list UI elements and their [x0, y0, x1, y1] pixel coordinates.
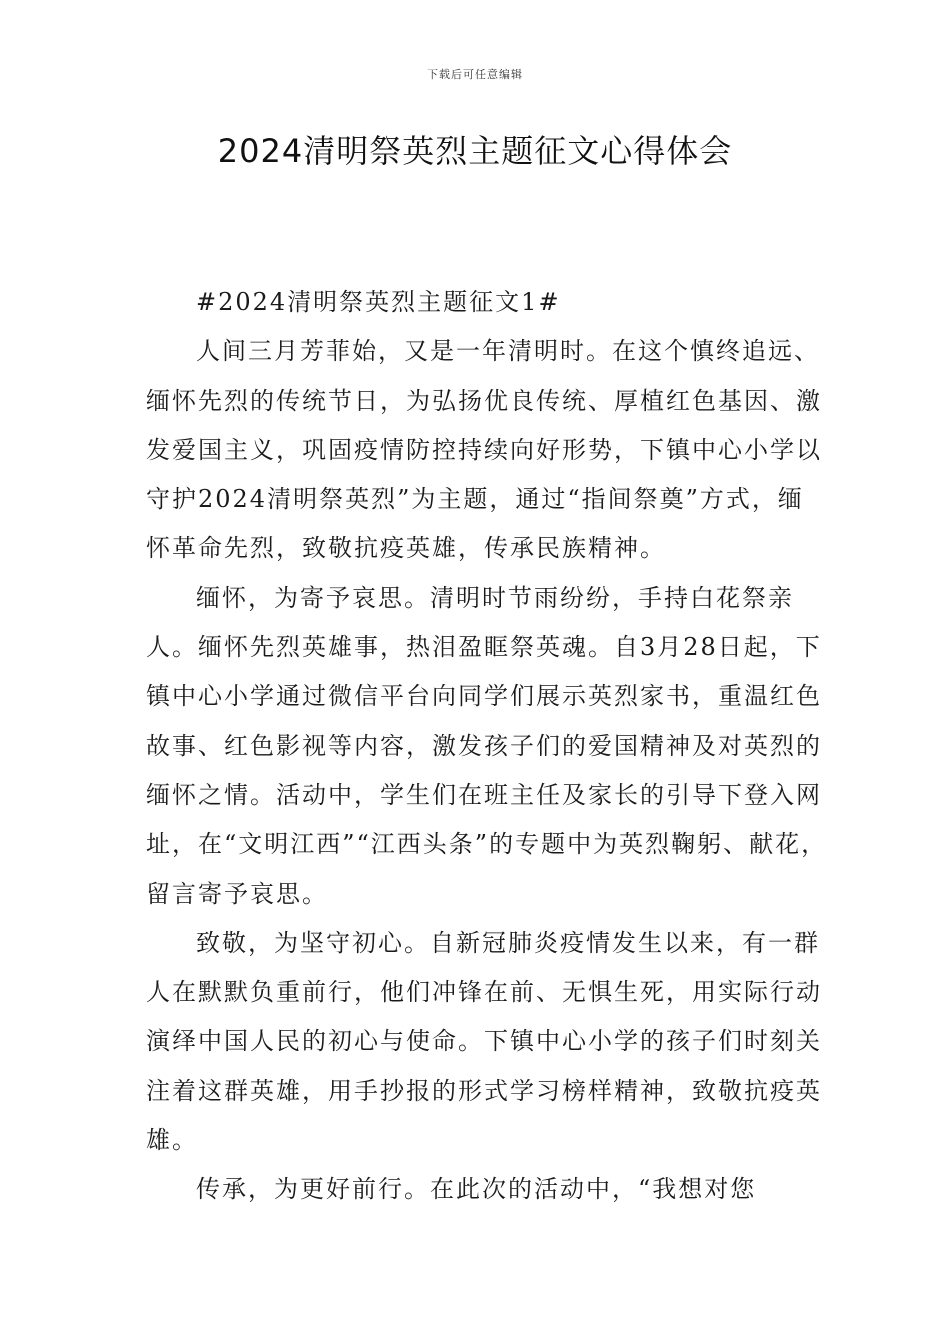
section-heading: #2024清明祭英烈主题征文1# — [196, 288, 561, 316]
document-title: 2024清明祭英烈主题征文心得体会 — [217, 132, 733, 170]
document-body — [146, 278, 828, 1215]
paragraph-tribute: 致敬，为坚守初心。自新冠肺炎疫情发生以来，有一群人在默默负重前行，他们冲锋在前、无惧生死，用实际行动演绎中国人民的初心与使命。下镇中心小学的孩子们时刻关注着这群英雄，用手抄报的形式学习榜样精神，致敬抗疫英雄。 — [146, 928, 822, 1155]
page-header-note: 下载后可任意编辑 — [427, 68, 523, 81]
paragraph-inheritance: 传承，为更好前行。在此次的活动中，“我想对您 — [196, 1175, 757, 1204]
paragraph-remembrance: 缅怀，为寄予哀思。清明时节雨纷纷，手持白花祭亲人。缅怀先烈英雄事，热泪盈眶祭英魂。自3月28日起，下镇中心小学通过微信平台向同学们展示英烈家书，重温红色故事、红色影视等内容，激发孩子们的爱国精神及对英烈的缅怀之情。活动中，学生们在班主任及家长的引导下登入网址，在“文明江西”“江西头条”的专题中为英烈鞠躬、献花，留言寄予哀思。 — [146, 583, 828, 908]
paragraph-intro: 人间三月芳菲始，又是一年清明时。在这个慎终追远、缅怀先烈的传统节日，为弘扬优良传统、厚植红色基因、激发爱国主义，巩固疫情防控持续向好形势，下镇中心小学以守护2024清明祭英烈”为主题，通过“指间祭奠”方式，缅怀革命先烈，致敬抗疫英雄，传承民族精神。 — [146, 337, 822, 563]
